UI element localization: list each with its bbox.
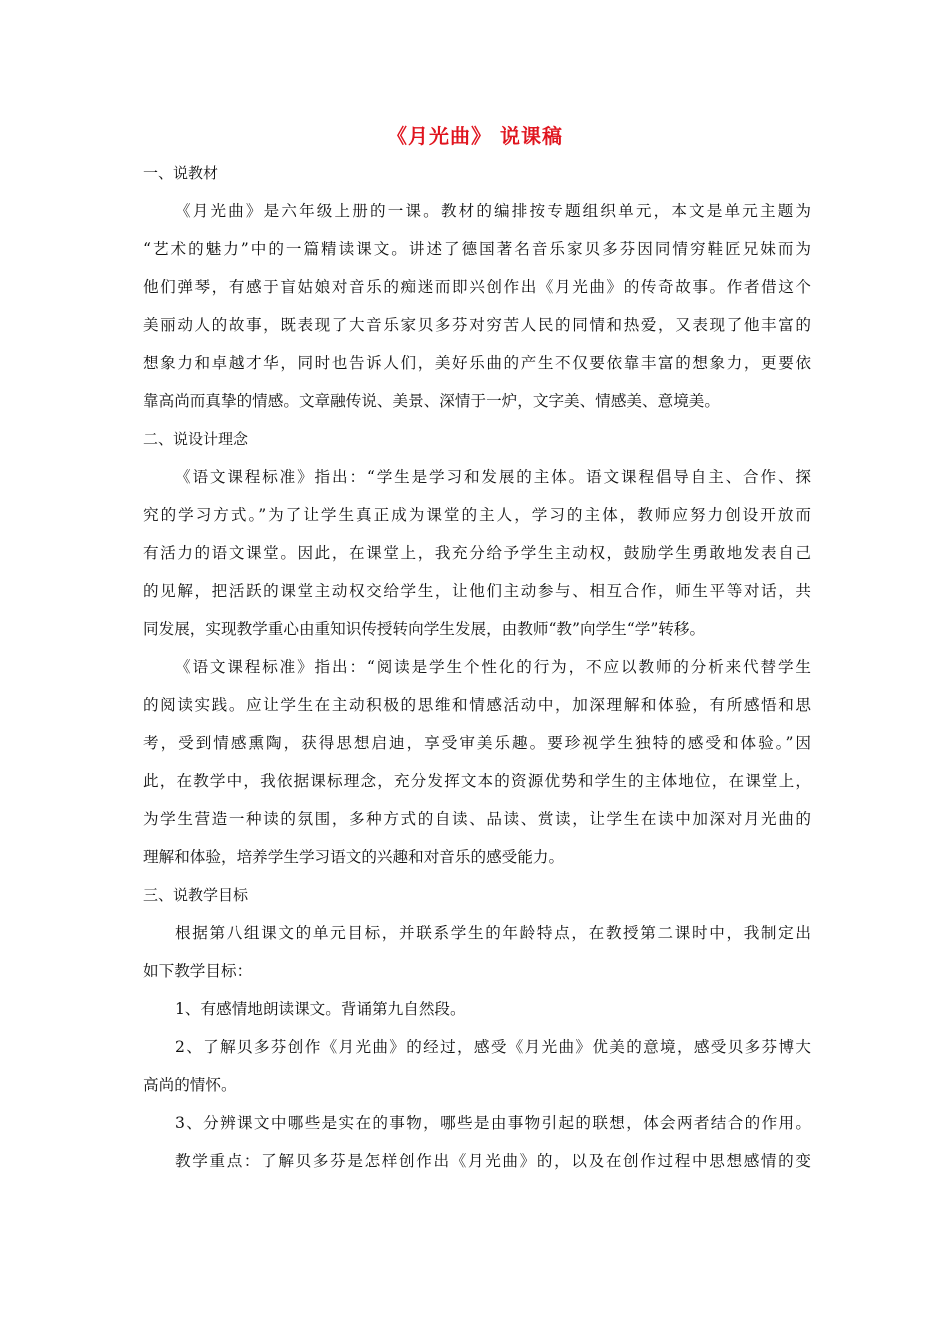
paragraph-line: 如下教学目标：: [143, 962, 253, 980]
list-item: 2、了解贝多芬创作《月光曲》的经过，感受《月光曲》优美的意境，感受贝多芬博大: [175, 1038, 811, 1056]
paragraph-line: 《月光曲》是六年级上册的一课。教材的编排按专题组织单元，本文是单元主题为: [175, 202, 811, 220]
paragraph-line: 考，受到情感熏陶，获得思想启迪，享受审美乐趣。要珍视学生独特的感受和体验。”因: [143, 734, 811, 752]
section-heading: 二、说设计理念: [143, 430, 249, 448]
section-heading: 三、说教学目标: [143, 886, 249, 904]
paragraph-line: 同发展，实现教学重心由重知识传授转向学生发展，由教师“教”向学生“学”转移。: [143, 620, 706, 638]
paragraph-line: 的见解，把活跃的课堂主动权交给学生，让他们主动参与、相互合作，师生平等对话，共: [143, 582, 811, 600]
paragraph-line: 此，在教学中，我依据课标理念，充分发挥文本的资源优势和学生的主体地位，在课堂上，: [143, 772, 811, 790]
paragraph-line: 有活力的语文课堂。因此，在课堂上，我充分给予学生主动权，鼓励学生勇敢地发表自己: [143, 544, 811, 562]
document-title: 《月光曲》 说课稿: [387, 124, 563, 148]
paragraph-line: 教学重点：了解贝多芬是怎样创作出《月光曲》的，以及在创作过程中思想感情的变: [175, 1152, 811, 1170]
paragraph-line: 为学生营造一种读的氛围，多种方式的自读、品读、赏读，让学生在读中加深对月光曲的: [143, 810, 811, 828]
section-heading: 一、说教材: [143, 164, 219, 182]
paragraph-line: 的阅读实践。应让学生在主动积极的思维和情感活动中，加深理解和体验，有所感悟和思: [143, 696, 811, 714]
list-item: 1、有感情地朗读课文。背诵第九自然段。: [175, 1000, 466, 1018]
list-item: 3、分辨课文中哪些是实在的事物，哪些是由事物引起的联想，体会两者结合的作用。: [175, 1114, 811, 1132]
paragraph-line: 高尚的情怀。: [143, 1076, 237, 1094]
paragraph-line: 靠高尚而真挚的情感。文章融传说、美景、深情于一炉，文字美、情感美、意境美。: [143, 392, 720, 410]
paragraph-line: 理解和体验，培养学生学习语文的兴趣和对音乐的感受能力。: [143, 848, 565, 866]
paragraph-line: 他们弹琴，有感于盲姑娘对音乐的痴迷而即兴创作出《月光曲》的传奇故事。作者借这个: [143, 278, 811, 296]
paragraph-line: “艺术的魅力”中的一篇精读课文。讲述了德国著名音乐家贝多芬因同情穷鞋匠兄妹而为: [143, 240, 811, 258]
paragraph-line: 美丽动人的故事，既表现了大音乐家贝多芬对穷苦人民的同情和热爱，又表现了他丰富的: [143, 316, 811, 334]
paragraph-line: 《语文课程标准》指出：“学生是学习和发展的主体。语文课程倡导自主、合作、探: [175, 468, 811, 486]
paragraph-line: 究的学习方式。”为了让学生真正成为课堂的主人，学习的主体，教师应努力创设开放而: [143, 506, 811, 524]
paragraph-line: 《语文课程标准》指出：“阅读是学生个性化的行为，不应以教师的分析来代替学生: [175, 658, 811, 676]
paragraph-line: 想象力和卓越才华，同时也告诉人们，美好乐曲的产生不仅要依靠丰富的想象力，更要依: [143, 354, 811, 372]
paragraph-line: 根据第八组课文的单元目标，并联系学生的年龄特点，在教授第二课时中，我制定出: [175, 924, 811, 942]
